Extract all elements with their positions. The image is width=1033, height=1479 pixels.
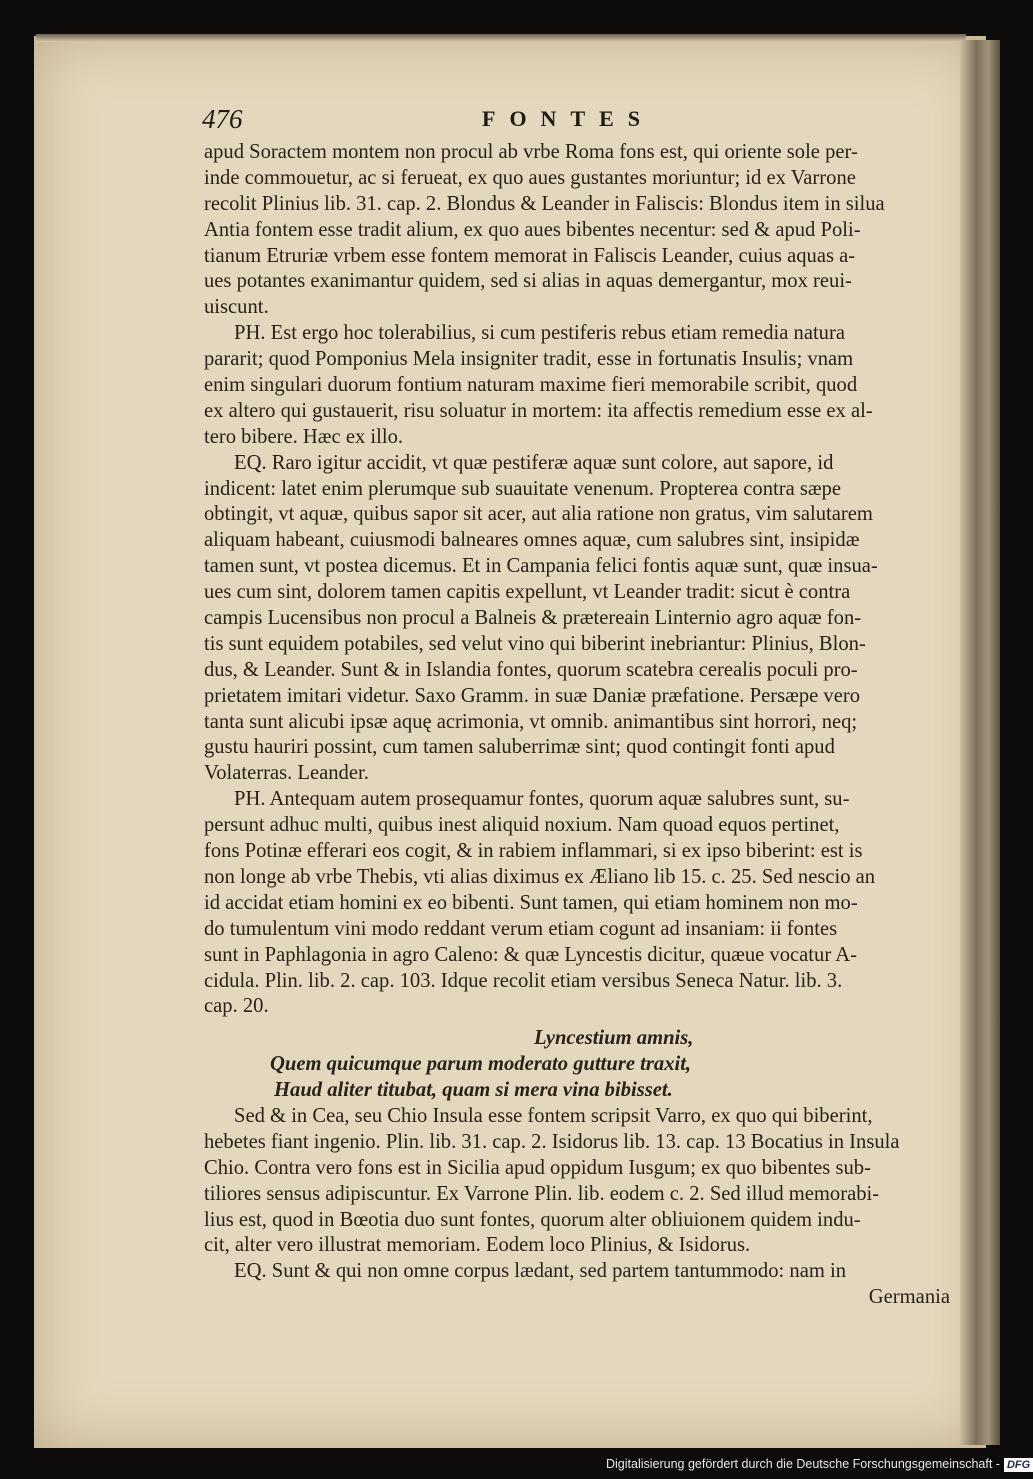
text-line: aliquam habeant, cuiusmodi balneares omnes aquæ, cum salubres sint, insipidæ — [204, 529, 860, 552]
text-line: cit, alter vero illustrat memoriam. Eodem loco Plinius, & Isidorus. — [204, 1234, 751, 1257]
text-line: uiscunt. — [204, 296, 269, 319]
text-line: tamen sunt, vt postea dicemus. Et in Campania felici fontis aquæ sunt, quæ insua- — [204, 555, 878, 578]
text-line: cap. 20. — [204, 995, 269, 1018]
catchword: Germania — [868, 1286, 950, 1309]
verse-line: Quem quicumque parum moderato gutture traxit, — [270, 1053, 692, 1076]
text-line: persunt adhuc multi, quibus inest aliquid noxium. Nam quoad equos pertinet, — [204, 814, 840, 837]
text-line: gustu hauriri possint, cum tamen saluberrimæ sint; quod contingit fonti apud — [204, 736, 835, 759]
text-line: tiliores sensus adipiscuntur. Ex Varrone Plin. lib. eodem c. 2. Sed illud memorabi- — [204, 1182, 880, 1205]
text-line: tanta sunt alicubi ipsæ aquę acrimonia, vt omnib. animantibus sint horrori, neq; — [204, 710, 858, 733]
text-line: campis Lucensibus non procul a Balneis & prætereain Linternio agro aquæ fon- — [204, 607, 862, 630]
text-line: fons Potinæ efferari eos cogit, & in rabiem inflammari, si ex ipso biberint: est is — [204, 840, 863, 863]
text-line: Chio. Contra vero fons est in Sicilia apud oppidum Iusgum; ex quo bibentes sub- — [204, 1156, 871, 1179]
text-line: pararit; quod Pomponius Mela insigniter tradit, esse in fortunatis Insulis; vnam — [204, 348, 854, 371]
text-line: hebetes fiant ingenio. Plin. lib. 31. cap. 2. Isidorus lib. 13. cap. 13 Bocatius in Insula — [204, 1130, 900, 1153]
text-line: indicent: latet enim plerumque sub suauitate venenum. Propterea contra sæpe — [204, 477, 842, 500]
text-line: EQ. Raro igitur accidit, vt quæ pestiferæ aquæ sunt colore, aut sapore, id — [234, 451, 834, 474]
text-line: non longe ab vrbe Thebis, vti alias diximus ex Æliano lib 15. c. 25. Sed nescio an — [204, 865, 876, 888]
page-top-edge — [36, 34, 966, 42]
text-line: PH. Antequam autem prosequamur fontes, quorum aquæ salubres sunt, su- — [234, 788, 850, 811]
text-line: obtingit, vt aquæ, quibus sapor sit acer, aut alia ratione non gratus, vim salutarem — [204, 503, 873, 526]
text-line: sunt in Paphlagonia in agro Caleno: & quæ Lyncestis dicitur, quæue vocatur A- — [204, 943, 857, 966]
text-line: prietatem imitari videtur. Saxo Gramm. in suæ Daniæ præfatione. Persæpe vero — [204, 684, 861, 707]
text-line: inde commouetur, ac si ferueat, ex quo aues gustantes moriuntur; id ex Varrone — [204, 166, 856, 189]
text-line: apud Soractem montem non procul ab vrbe Roma fons est, qui oriente sole per- — [204, 141, 858, 163]
text-line: lius est, quod in Bœotia duo sunt fontes, quorum alter obliuionem quidem indu- — [204, 1208, 861, 1231]
text-line: tero bibere. Hæc ex illo. — [204, 425, 404, 448]
text-line: tis sunt equidem potabiles, sed velut vino qui biberint inebriantur: Plinius, Blon- — [204, 632, 866, 655]
text-line: tianum Etruriæ vrbem esse fontem memorat in Faliscis Leander, cuius aquas a- — [204, 244, 856, 267]
text-line: EQ. Sunt & qui non omne corpus lædant, sed partem tantummodo: nam in — [234, 1260, 847, 1283]
text-line: dus, & Leander. Sunt & in Islandia fontes, quorum scatebra cerealis poculi pro- — [204, 658, 858, 681]
page-right-edge — [960, 40, 1000, 1445]
text-line: Volaterras. Leander. — [204, 762, 369, 785]
text-line: do tumulentum vini modo reddant verum etiam cogunt ad insaniam: ii fontes — [204, 917, 838, 940]
text-line: ues potantes exanimantur quidem, sed si alias in aquas demergantur, mox reui- — [204, 270, 852, 293]
text-line: cidula. Plin. lib. 2. cap. 103. Idque recolit etiam versibus Seneca Natur. lib. 3. — [204, 969, 843, 992]
credit-text: Digitalisierung gefördert durch die Deutsche Forschungsgemeinschaft - — [606, 1457, 1000, 1471]
verse-line: Lyncestium amnis, — [534, 1027, 694, 1050]
text-line: Antia fontem esse tradit alium, ex quo aues bibentes necentur: sed & apud Poli- — [204, 218, 861, 241]
text-line: id accidat etiam homini ex eo bibenti. Sunt tamen, qui etiam hominem non mo- — [204, 891, 858, 914]
digitization-credit — [606, 1457, 1033, 1477]
text-line: Sed & in Cea, seu Chio Insula esse fontem scripsit Varro, ex quo qui biberint, — [234, 1104, 873, 1127]
text-line: enim singulari duorum fontium naturam maxime fieri memorabile scribit, quod — [204, 374, 858, 397]
verse-line: Haud aliter titubat, quam si mera vina bibisset. — [274, 1079, 673, 1102]
running-head: FONTES — [482, 106, 655, 131]
text-line: ex altero qui gustauerit, risu soluatur in mortem: ita affectis remedium esse ex al- — [204, 399, 873, 422]
dfg-logo: DFG — [1004, 1458, 1033, 1472]
body-text — [204, 140, 952, 1311]
text-line: PH. Est ergo hoc tolerabilius, si cum pestiferis rebus etiam remedia natura — [234, 322, 845, 345]
text-line: ues cum sint, dolorem tamen capitis expellunt, vt Leander tradit: sicut è contra — [204, 581, 851, 604]
page-number: 476 — [202, 104, 243, 134]
text-line: recolit Plinius lib. 31. cap. 2. Blondus & Leander in Faliscis: Blondus item in silua — [204, 192, 885, 215]
page-header — [202, 104, 662, 144]
